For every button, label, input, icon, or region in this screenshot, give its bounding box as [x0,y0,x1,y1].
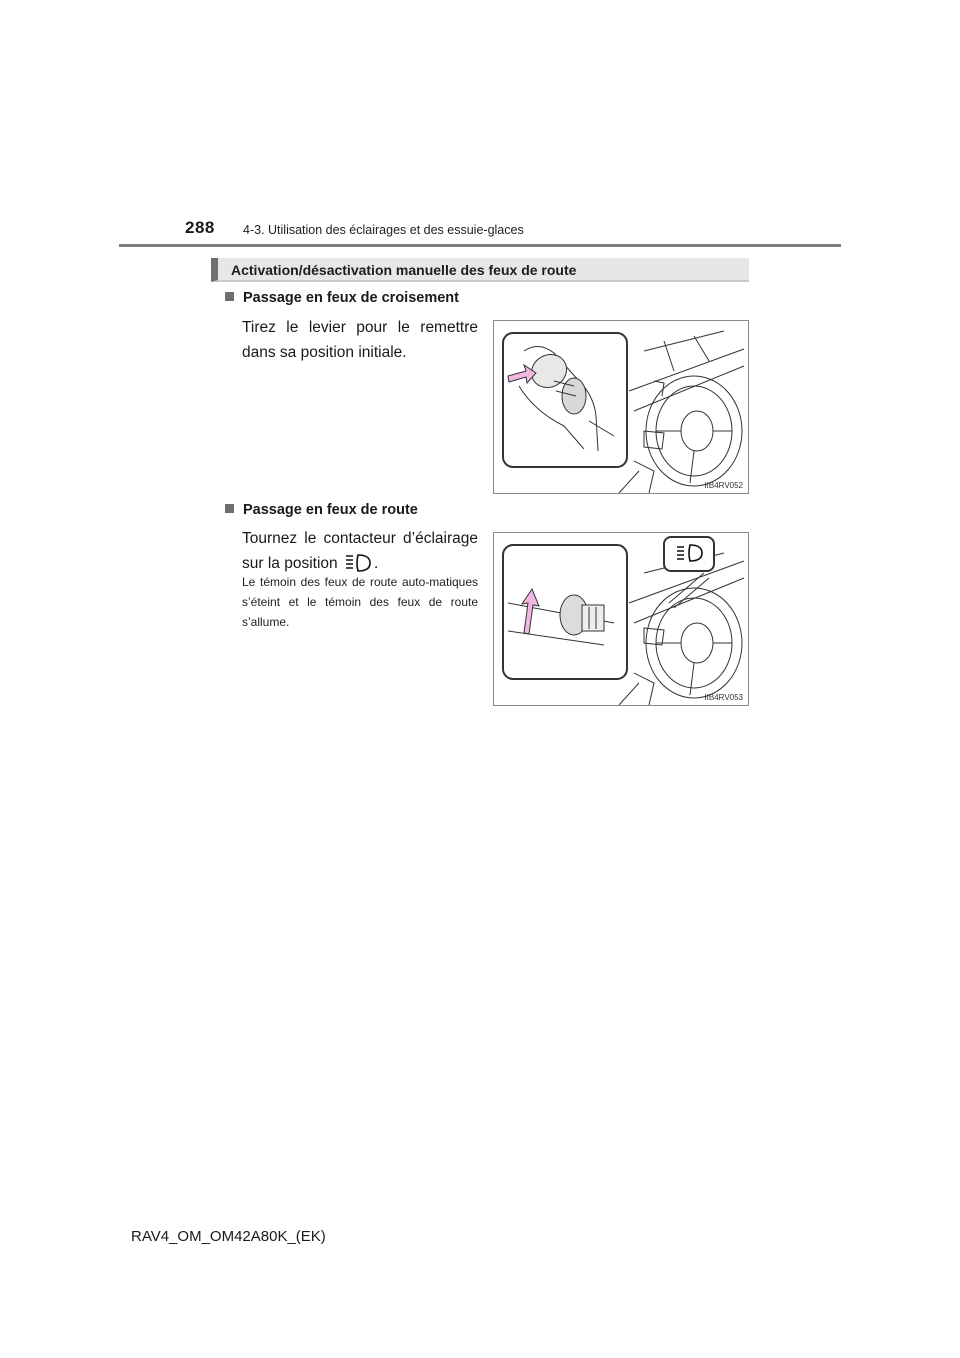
figure-code: IIB4RV052 [704,481,743,490]
square-bullet-icon [225,292,234,301]
figure-high-beam [493,532,749,706]
lever-pull-illustration [494,321,748,493]
subheading-label: Passage en feux de route [243,502,418,518]
page-number: 288 [185,218,215,237]
manual-code: RAV4_OM_OM42A80K_(EK) [131,1228,326,1245]
low-beam-instruction: Tirez le levier pour le remettre dans sa position initiale. [242,319,478,361]
lever-push-illustration [494,533,748,705]
figure-code: IIB4RV053 [704,693,743,702]
square-bullet-icon [225,504,234,513]
figure-low-beam [493,320,749,494]
instruction-end: . [373,555,379,572]
instruction-text: Tournez le contacteur d’éclairage sur la position [242,530,478,572]
section-title: Activation/désactivation manuelle des feux de route [231,262,577,278]
subheading-label: Passage en feux de croisement [243,290,459,306]
subheading-high-beam [225,502,418,518]
indicator-note: Le témoin des feux de route auto-matiques s’éteint et le témoin des feux de route s’allume. [242,575,478,629]
section-banner [211,258,749,282]
header-rule [119,244,841,247]
section-path: 4-3. Utilisation des éclairages et des essuie-glaces [243,223,524,237]
subheading-low-beam [225,290,459,306]
